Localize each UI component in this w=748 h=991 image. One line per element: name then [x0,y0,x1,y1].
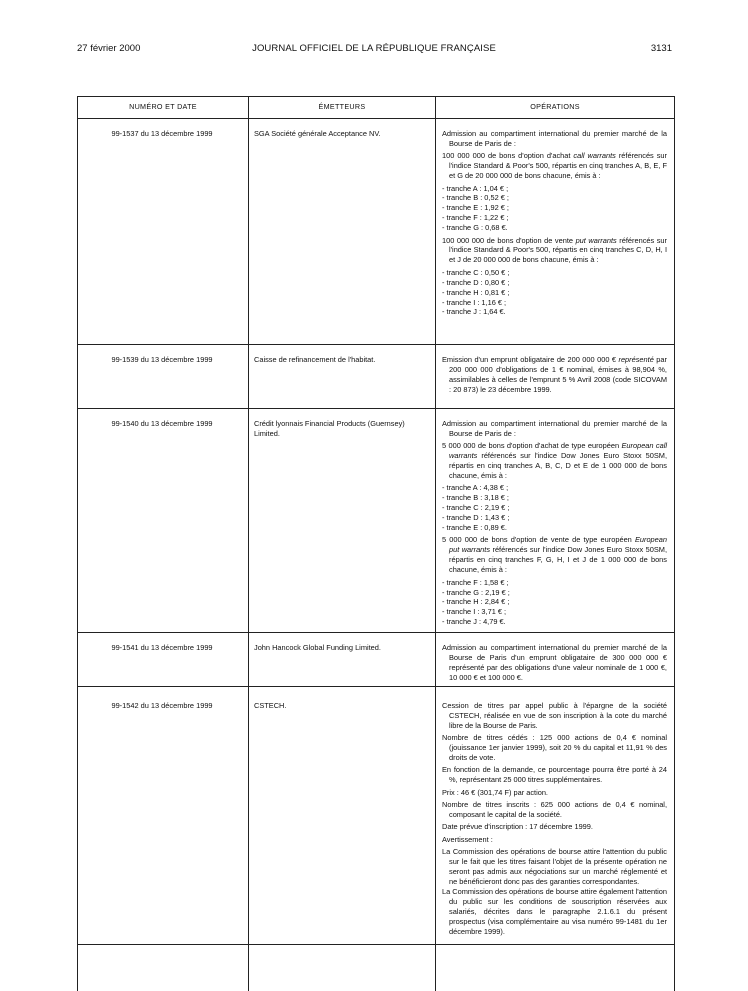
row-rule [78,632,674,633]
op-paragraph: En fonction de la demande, ce pourcentage pourra être porté à 24 %, représentant 25 000 titres supplémentaires. [442,765,667,785]
tranche-list [442,483,667,533]
list-item: - tranche G : 2,19 € ; [442,587,510,597]
list-item: - tranche G : 0,68 €. [442,223,508,233]
col-header-emetteurs: ÉMETTEURS [318,102,366,111]
header-rule [78,118,674,119]
op-paragraph: Prix : 46 € (301,74 F) par action. [442,787,548,797]
row-emetteur: Crédit lyonnais Financial Products (Guernsey) Limited. [254,419,405,438]
col-header-operations: OPÉRATIONS [530,102,580,111]
row-operations [442,643,667,685]
page-number: 3131 [650,43,672,54]
op-paragraph: La Commission des opérations de bourse attire l'attention du public sur le fait que les titres faisant l'objet de la présente opération ne seront pas admis aux négociations sur un marché réglementé et ne bénéficieront donc pas des garanties correspondantes. [442,847,667,886]
row-numero: 99-1541 du 13 décembre 1999 [111,643,213,652]
op-paragraph: Nombre de titres cédés : 125 000 actions de 0,4 € nominal (jouissance 1er janvier 1999), soit 20 % du capital et 11,91 % des droits de vote. [442,733,667,763]
row-emetteur: John Hancock Global Funding Limited. [254,643,381,652]
tranche-list [442,578,667,628]
op-paragraph: Admission au compartiment international du premier marché de la Bourse de Paris de : [442,419,667,438]
tranche-list [442,184,667,234]
list-item: - tranche C : 2,19 € ; [442,503,510,513]
list-item: - tranche F : 1,58 € ; [442,577,509,587]
op-paragraph: 100 000 000 de bons d'option de vente put warrants référencés sur l'indice Standard & Poor's 500, répartis en cinq tranches C, D, H, I et J de 20 000 000 de bons chacune, émis à : [442,235,668,265]
list-item: - tranche E : 1,92 € ; [442,203,509,213]
tranche-list [442,268,667,318]
list-item: - tranche H : 0,81 € ; [442,287,510,297]
row-emetteur: SGA Société générale Acceptance NV. [254,129,381,138]
list-item: - tranche B : 3,18 € ; [442,493,509,503]
list-item: - tranche A : 4,38 € ; [442,483,509,493]
row-operations [442,129,667,320]
row-numero: 99-1540 du 13 décembre 1999 [111,419,213,428]
operations-table [77,96,675,991]
list-item: - tranche I : 3,71 € ; [442,607,507,617]
col-header-numero: NUMÉRO ET DATE [129,102,197,111]
list-item: - tranche J : 1,64 €. [442,307,506,317]
op-paragraph: Nombre de titres inscrits : 625 000 actions de 0,4 € nominal, composant le capital de la société. [442,800,667,820]
column-divider [435,97,436,991]
op-paragraph: La Commission des opérations de bourse attire également l'attention du public sur les conditions de souscription réservées aux salariés, décrites dans le paragraphe 2.1.6.1 du présent prospectus (visa complémentaire au visa numéro 99-1481 du 1er décembre 1999). [442,886,667,936]
list-item: - tranche D : 0,80 € ; [442,277,510,287]
op-paragraph: 100 000 000 de bons d'option d'achat call warrants référencés sur l'indice Standard & Poor's 500, répartis en cinq tranches A, B, E, F et G de 20 000 000 de bons chacune, émis à : [442,151,668,181]
row-operations [442,355,667,397]
row-emetteur: CSTECH. [254,701,287,710]
row-rule [78,344,674,345]
list-item: - tranche B : 0,52 € ; [442,193,509,203]
row-rule [78,408,674,409]
list-item: - tranche F : 1,22 € ; [442,213,509,223]
op-paragraph: Emission d'un emprunt obligataire de 200 000 000 € représenté par 200 000 000 d'obligations de 1 € nominal, émises à 98,904 %, assimilables à celles de l'emprunt 5 % Avril 2008 (code SICOVAM : 20 873) le 23 décembre 1999. [442,355,667,394]
op-paragraph: 5 000 000 de bons d'option d'achat de type européen European call warrants référencés sur l'indice Dow Jones Euro Stoxx 50SM, répartis en cinq tranches A, B, C, D et E de 1 000 000 de bons chacune, émis à : [442,441,667,481]
column-divider [248,97,249,991]
row-numero: 99-1539 du 13 décembre 1999 [111,355,213,364]
op-heading: Avertissement : [442,834,493,844]
list-item: - tranche A : 1,04 € ; [442,183,509,193]
row-numero: 99-1537 du 13 décembre 1999 [111,129,213,138]
list-item: - tranche H : 2,84 € ; [442,597,510,607]
op-paragraph: Admission au compartiment international du premier marché de la Bourse de Paris d'un emprunt obligataire de 300 000 000 € représenté par des obligations d'une valeur nominale de 1 000 €, 10 000 € et 100 000 €. [442,643,667,682]
row-emetteur: Caisse de refinancement de l'habitat. [254,355,376,364]
op-paragraph: Cession de titres par appel public à l'épargne de la société CSTECH, réalisée en vue de son inscription à la cote du marché libre de la Bourse de Paris. [442,701,667,730]
row-operations [442,419,667,630]
list-item: - tranche D : 1,43 € ; [442,513,510,523]
row-rule [78,944,674,945]
row-operations [442,701,667,939]
list-item: - tranche I : 1,16 € ; [442,297,507,307]
op-paragraph: Date prévue d'inscription : 17 décembre 1999. [442,822,593,832]
list-item: - tranche J : 4,79 €. [442,617,506,627]
header-date: 27 février 2000 [77,43,141,54]
row-numero: 99-1542 du 13 décembre 1999 [111,701,213,710]
op-paragraph: 5 000 000 de bons d'option de vente de type européen European put warrants référencés sur l'indice Dow Jones Euro Stoxx 50SM, répartis en cinq tranches F, G, H, I et J de 1 000 000 de bons chacune, émis à : [442,535,667,575]
journal-title: JOURNAL OFFICIEL DE LA RÉPUBLIQUE FRANÇAISE [252,43,496,54]
op-paragraph: Admission au compartiment international du premier marché de la Bourse de Paris de : [442,129,667,148]
list-item: - tranche E : 0,89 €. [442,523,507,533]
list-item: - tranche C : 0,50 € ; [442,267,510,277]
row-rule [78,686,674,687]
